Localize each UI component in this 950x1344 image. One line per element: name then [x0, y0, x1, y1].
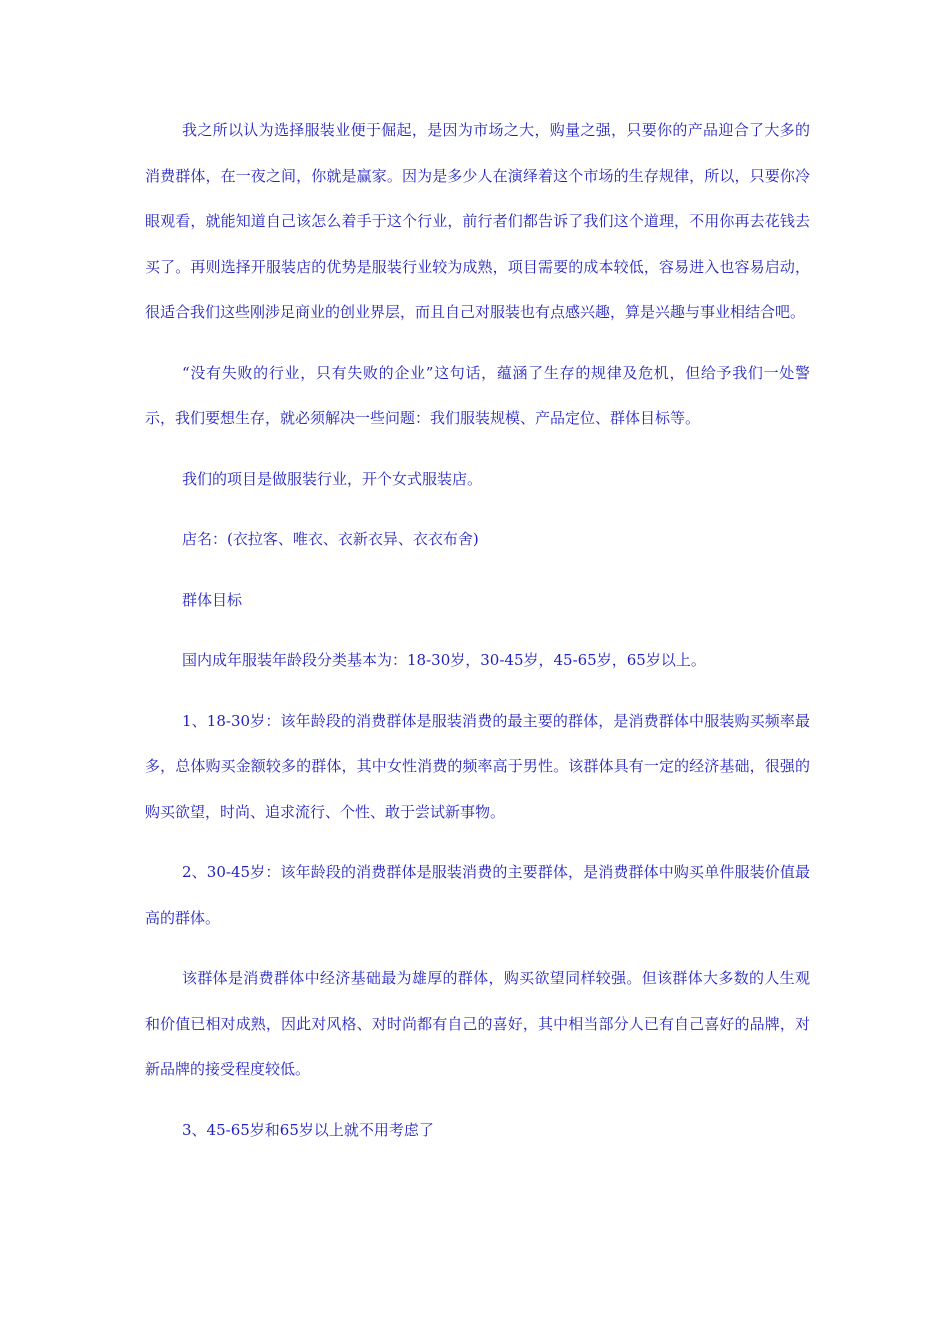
- paragraph-group-30-45-detail: 该群体是消费群体中经济基础最为雄厚的群体，购买欲望同样较强。但该群体大多数的人生观和价值已相对成熟，因此对风格、对时尚都有自己的喜好，其中相当部分人已有自己喜好的品牌，对新品牌的接受程度较低。: [145, 969, 810, 1078]
- paragraph-quote: “没有失败的行业，只有失败的企业”这句话，蕴涵了生存的规律及危机，但给予我们一处警示，我们要想生存，就必须解决一些问题：我们服装规模、产品定位、群体目标等。: [145, 363, 810, 427]
- paragraph-target-heading: 群体目标: [182, 590, 243, 609]
- paragraph-group-45-plus: 3、45-65岁和65岁以上就不用考虑了: [182, 1120, 434, 1139]
- paragraph-group-30-45: 2、30-45岁：该年龄段的消费群体是服装消费的主要群体，是消费群体中购买单件服装价值最高的群体。: [145, 863, 810, 927]
- paragraph-intro: 我之所以认为选择服装业便于倔起，是因为市场之大，购量之强，只要你的产品迎合了大多的消费群体，在一夜之间，你就是赢家。因为是多少人在演绎着这个市场的生存规律，所以，只要你冷眼观看，就能知道自己该怎么着手于这个行业，前行者们都告诉了我们这个道理，不用你再去花钱去买了。再则选择开服装店的优势是服装行业较为成熟，项目需要的成本较低，容易进入也容易启动，很适合我们这些刚涉足商业的创业界层，而且自己对服装也有点感兴趣，算是兴趣与事业相结合吧。: [145, 121, 810, 321]
- paragraph-project: 我们的项目是做服装行业，开个女式服装店。: [182, 469, 483, 488]
- paragraph-group-18-30: 1、18-30岁：该年龄段的消费群体是服装消费的最主要的群体，是消费群体中服装购买频率最多，总体购买金额较多的群体，其中女性消费的频率高于男性。该群体具有一定的经济基础，很强的购买欲望，时尚、追求流行、个性、敢于尝试新事物。: [145, 711, 810, 821]
- document-body: [145, 108, 810, 1153]
- paragraph-store-name: 店名：(衣拉客、唯衣、衣新衣异、衣衣布舍): [182, 530, 479, 548]
- paragraph-age-groups: 国内成年服装年龄段分类基本为：18-30岁，30-45岁，45-65岁，65岁以上。: [182, 651, 706, 669]
